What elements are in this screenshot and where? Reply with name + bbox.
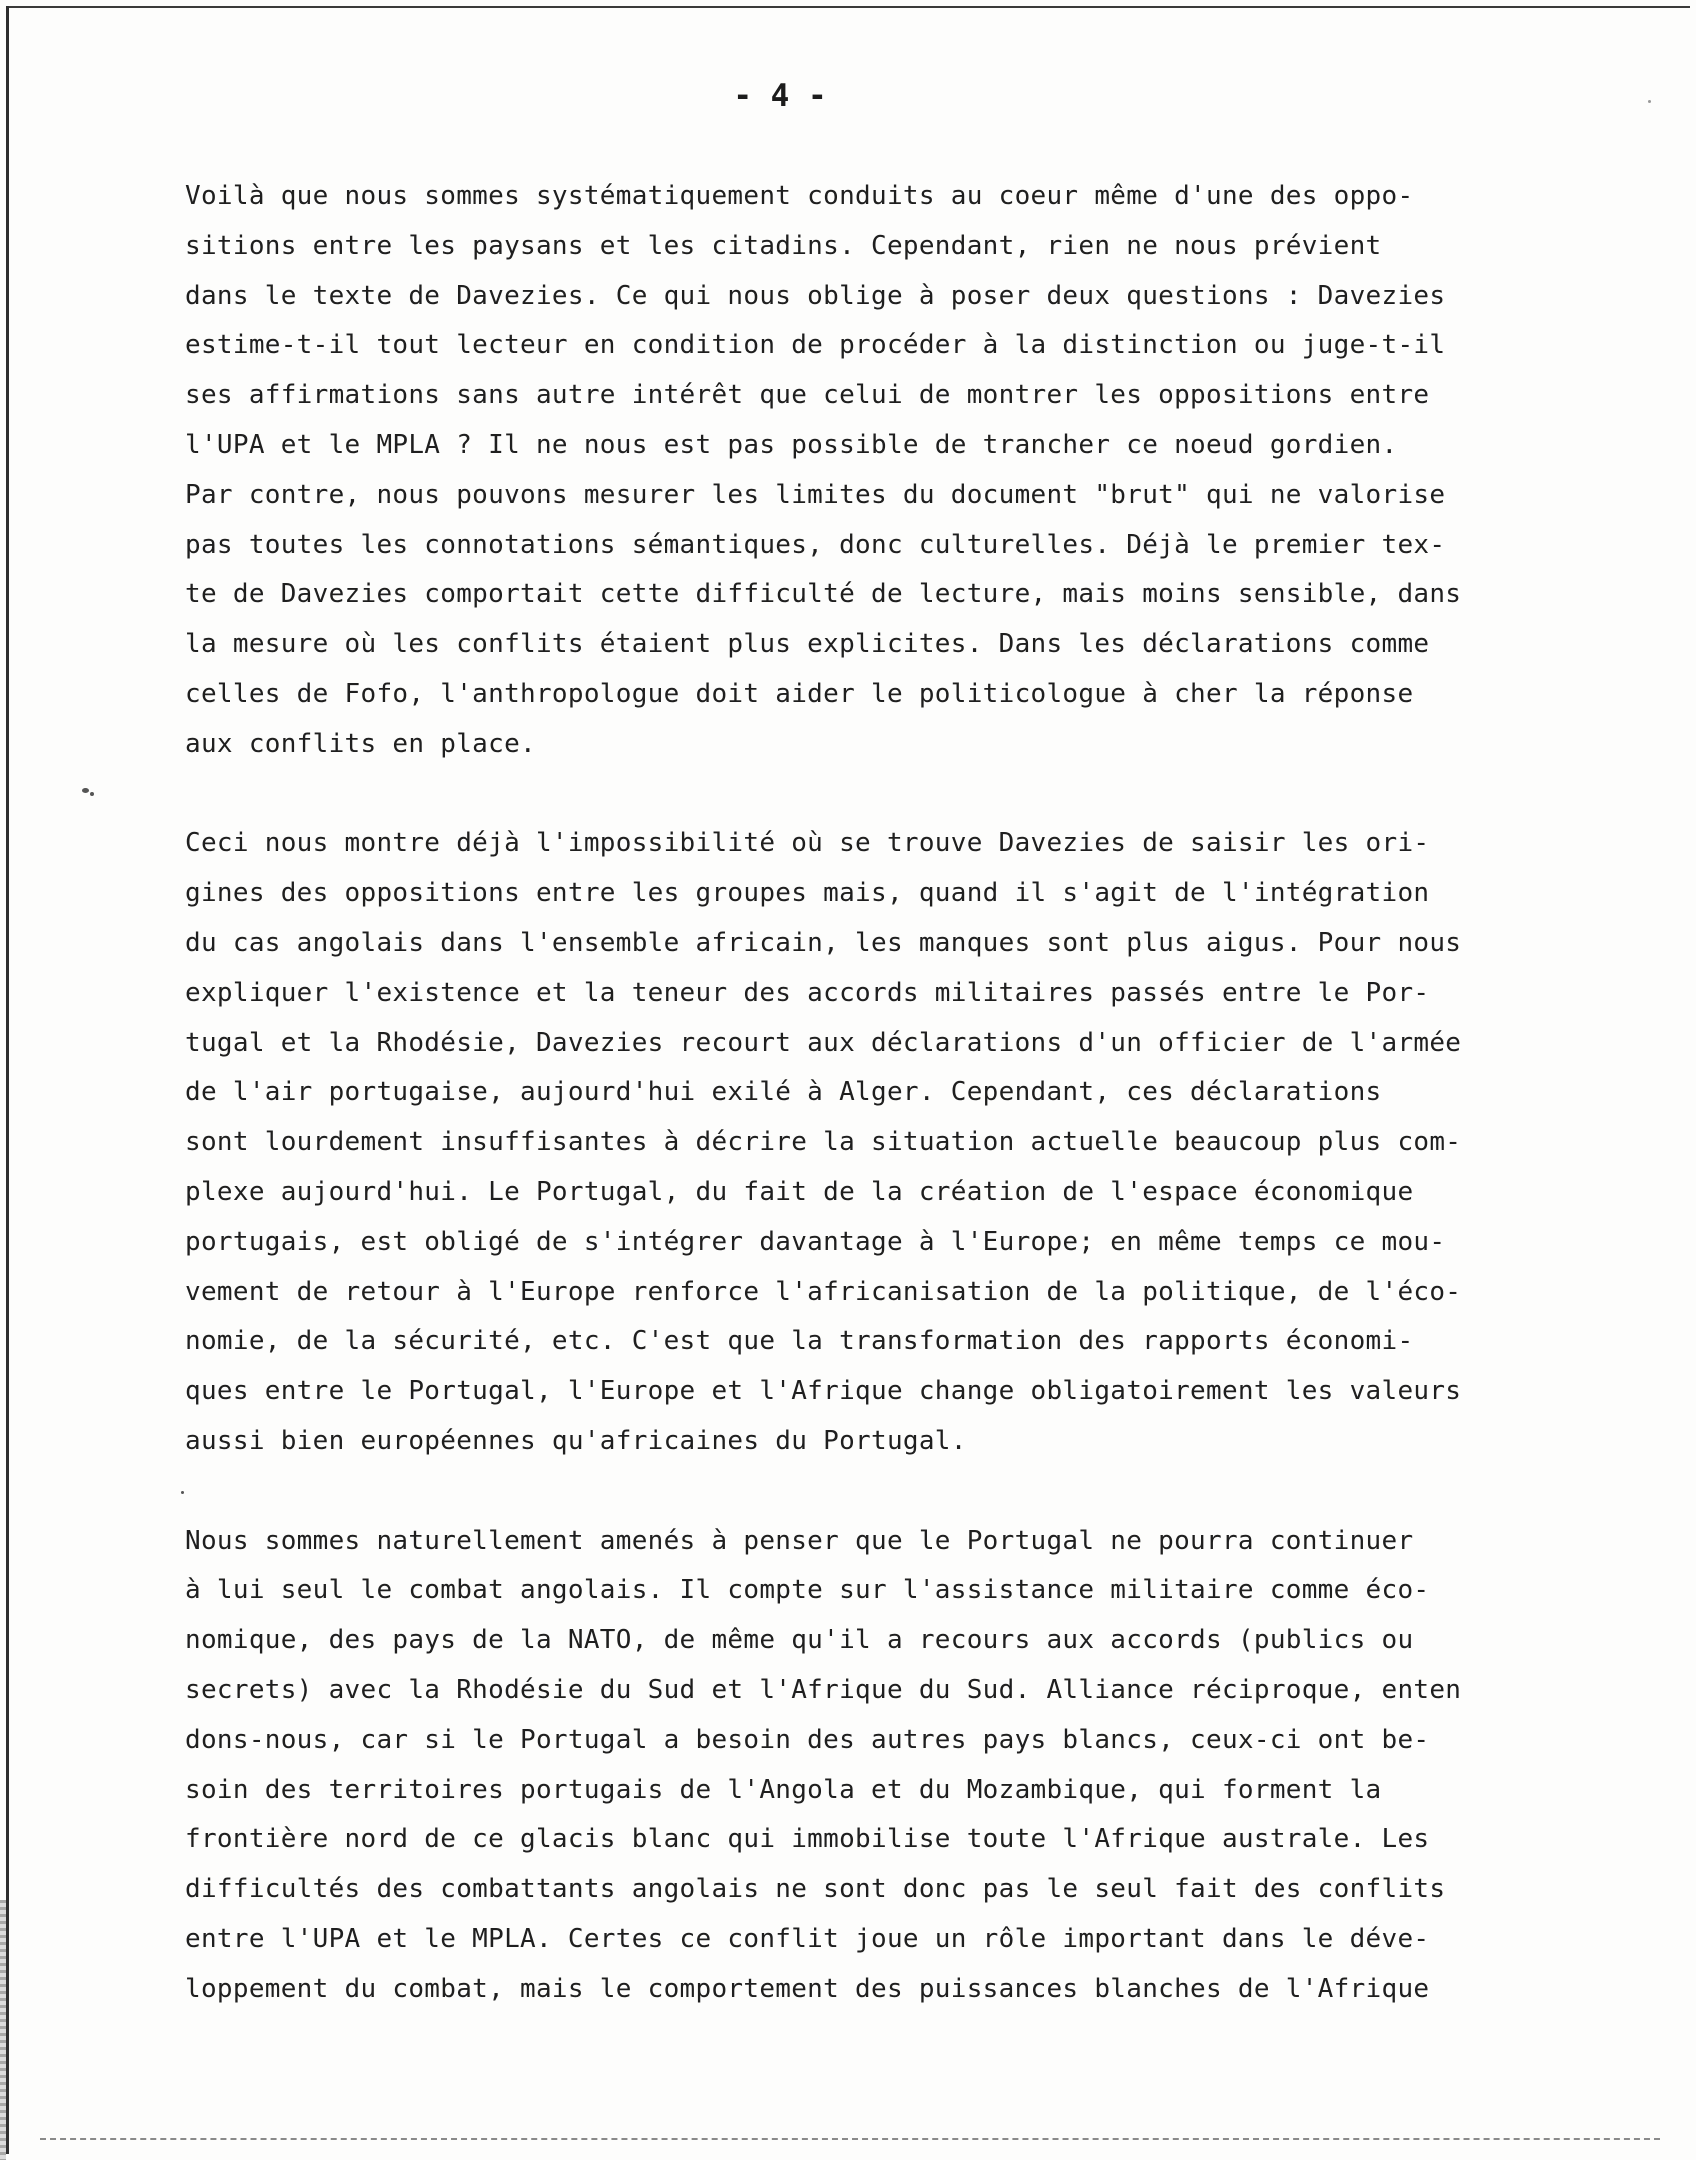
paragraph-gap xyxy=(185,770,1685,820)
text-line: frontière nord de ce glacis blanc qui immobilise toute l'Afrique australe. Les xyxy=(185,1824,1430,1855)
text-line: sont lourdement insuffisantes à décrire la situation actuelle beaucoup plus com- xyxy=(185,1127,1462,1158)
text-line: gines des oppositions entre les groupes mais, quand il s'agit de l'intégration xyxy=(185,878,1430,909)
text-line: aux conflits en place. xyxy=(185,728,536,759)
text-line: dans le texte de Davezies. Ce qui nous oblige à poser deux questions : Davezies xyxy=(185,280,1446,311)
text-line: expliquer l'existence et la teneur des accords militaires passés entre le Por- xyxy=(185,977,1430,1008)
text-line: la mesure où les conflits étaient plus explicites. Dans les déclarations comme xyxy=(185,629,1430,660)
text-line: Par contre, nous pouvons mesurer les limites du document "brut" qui ne valorise xyxy=(185,479,1446,510)
scan-speck xyxy=(1648,100,1651,103)
text-line: du cas angolais dans l'ensemble africain, les manques sont plus aigus. Pour nous xyxy=(185,927,1462,958)
text-line: de l'air portugaise, aujourd'hui exilé à Alger. Cependant, ces déclarations xyxy=(185,1077,1382,1108)
text-line: plexe aujourd'hui. Le Portugal, du fait de la création de l'espace économique xyxy=(185,1176,1414,1207)
paragraph-1 xyxy=(185,172,1685,770)
text-line: sitions entre les paysans et les citadins. Cependant, rien ne nous prévient xyxy=(185,230,1382,261)
text-line: ses affirmations sans autre intérêt que celui de montrer les oppositions entre xyxy=(185,380,1430,411)
text-line: à lui seul le combat angolais. Il compte sur l'assistance militaire comme éco- xyxy=(185,1575,1430,1606)
text-line: entre l'UPA et le MPLA. Certes ce conflit joue un rôle important dans le déve- xyxy=(185,1923,1430,1954)
text-line: vement de retour à l'Europe renforce l'africanisation de la politique, de l'éco- xyxy=(185,1276,1462,1307)
text-line: Voilà que nous sommes systématiquement conduits au coeur même d'une des oppo- xyxy=(185,181,1414,211)
text-line: tugal et la Rhodésie, Davezies recourt aux déclarations d'un officier de l'armée xyxy=(185,1027,1462,1058)
page-left-edge xyxy=(6,6,9,2154)
paragraph-3 xyxy=(185,1517,1685,2015)
text-line: Ceci nous montre déjà l'impossibilité où se trouve Davezies de saisir les ori- xyxy=(185,828,1430,859)
paragraph-gap xyxy=(185,1467,1685,1517)
scan-speck xyxy=(90,792,94,796)
text-line: celles de Fofo, l'anthropologue doit aider le politicologue à cher la réponse xyxy=(185,678,1414,709)
text-line: estime-t-il tout lecteur en condition de procéder à la distinction ou juge-t-il xyxy=(185,330,1446,361)
page-number: - 4 - xyxy=(733,78,827,114)
page-top-edge xyxy=(6,6,1690,8)
text-line: Nous sommes naturellement amenés à penser que le Portugal ne pourra continuer xyxy=(185,1525,1414,1556)
scan-speck xyxy=(181,1491,184,1494)
text-line: dons-nous, car si le Portugal a besoin des autres pays blancs, ceux-ci ont be- xyxy=(185,1724,1430,1755)
text-line: pas toutes les connotations sémantiques, donc culturelles. Déjà le premier tex- xyxy=(185,529,1446,560)
text-line: te de Davezies comportait cette difficulté de lecture, mais moins sensible, dans xyxy=(185,579,1462,610)
text-line: difficultés des combattants angolais ne sont donc pas le seul fait des conflits xyxy=(185,1874,1446,1905)
paragraph-2 xyxy=(185,819,1685,1466)
text-line: aussi bien européennes qu'africaines du Portugal. xyxy=(185,1425,967,1456)
page-bottom-edge xyxy=(40,2138,1660,2140)
text-line: loppement du combat, mais le comportement des puissances blanches de l'Afrique xyxy=(185,1973,1430,2004)
scan-speck xyxy=(82,788,89,793)
text-line: l'UPA et le MPLA ? Il ne nous est pas possible de trancher ce noeud gordien. xyxy=(185,429,1398,460)
text-line: nomique, des pays de la NATO, de même qu'il a recours aux accords (publics ou xyxy=(185,1625,1414,1656)
text-line: soin des territoires portugais de l'Angola et du Mozambique, qui forment la xyxy=(185,1774,1382,1805)
text-line: nomie, de la sécurité, etc. C'est que la transformation des rapports économi- xyxy=(185,1326,1414,1357)
text-line: ques entre le Portugal, l'Europe et l'Afrique change obligatoirement les valeurs xyxy=(185,1376,1462,1407)
text-line: portugais, est obligé de s'intégrer davantage à l'Europe; en même temps ce mou- xyxy=(185,1226,1446,1257)
document-body xyxy=(185,172,1685,2014)
text-line: secrets) avec la Rhodésie du Sud et l'Afrique du Sud. Alliance réciproque, enten xyxy=(185,1674,1462,1705)
page-left-shadow xyxy=(0,1900,6,2160)
